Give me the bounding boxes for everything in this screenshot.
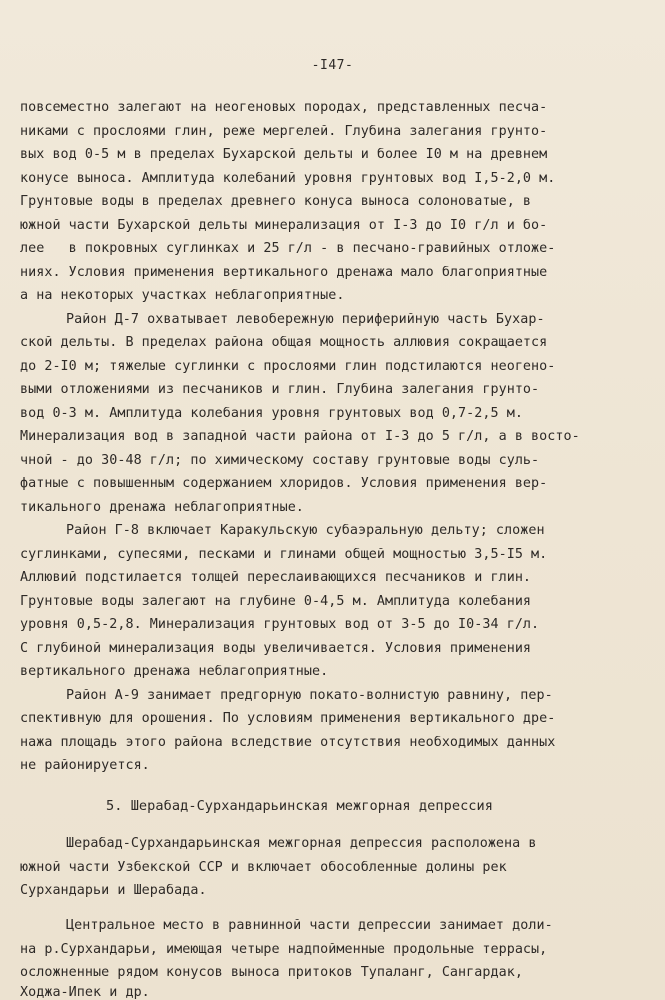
paragraph-first-line: Шерабад-Сурхандарьинская межгорная депрессия расположена в [66, 837, 537, 851]
text-line: суглинками, супесями, песками и глинами общей мощностью 3,5-I5 м. [20, 548, 548, 562]
text-line: Ходжа-Ипек и др. [20, 986, 150, 1000]
text-line: южной части Узбекской ССР и включает обособленные долины рек [20, 861, 507, 875]
text-line: на р.Сурхандарьи, имеющая четыре надпойменные продольные террасы, [20, 943, 548, 957]
text-line: С глубиной минерализация воды увеличивается. Условия применения [20, 642, 532, 656]
text-line: лее в покровных суглинках и 25 г/л - в песчано-гравийных отложе- [20, 242, 556, 256]
text-line: южной части Бухарской дельты минерализация от I-3 до I0 г/л и бо- [20, 219, 548, 233]
text-line: выми отложениями из песчаников и глин. Глубина залегания грунто- [20, 383, 540, 397]
page-number: -I47- [311, 58, 354, 73]
text-line: ниях. Условия применения вертикального дренажа мало благоприятные [20, 266, 548, 280]
text-line: осложненные рядом конусов выноса притоков Тупаланг, Сангардак, [20, 966, 523, 980]
paragraph-first-line: Район Д-7 охватывает левобережную периферийную часть Бухар- [66, 313, 545, 327]
text-line: тикального дренажа неблагоприятные. [20, 501, 304, 515]
text-line: нажа площадь этого района вследствие отсутствия необходимых данных [20, 736, 556, 750]
text-line: спективную для орошения. По условиям применения вертикального дре- [20, 712, 556, 726]
text-line: Сурхандарьи и Шерабада. [20, 884, 207, 898]
paragraph-first-line: Район Г-8 включает Каракульскую субаэральную дельту; сложен [66, 524, 545, 538]
text-line: Аллювий подстилается толщей переслаивающихся песчаников и глин. [20, 571, 532, 585]
text-line: Грунтовые воды в пределах древнего конуса выноса солоноватые, в [20, 195, 532, 209]
section-heading: 5. Шерабад-Сурхандарьинская межгорная депрессия [106, 800, 494, 814]
text-line: а на некоторых участках неблагоприятные. [20, 289, 345, 303]
text-line: повсеместно залегают на неогеновых породах, представленных песча- [20, 101, 548, 115]
text-line: до 2-I0 м; тяжелые суглинки с прослоями глин подстилаются неогено- [20, 360, 556, 374]
text-line: конусе выноса. Амплитуда колебаний уровня грунтовых вод I,5-2,0 м. [20, 172, 556, 186]
text-line: Минерализация вод в западной части района от I-3 до 5 г/л, а в восто- [20, 430, 580, 444]
text-line: никами с прослоями глин, реже мергелей. Глубина залегания грунто- [20, 125, 548, 139]
text-line: вертикального дренажа неблагоприятные. [20, 665, 329, 679]
text-line: не районируется. [20, 759, 150, 773]
text-line: уровня 0,5-2,8. Минерализация грунтовых вод от 3-5 до I0-34 г/л. [20, 618, 540, 632]
paragraph-first-line: Центральное место в равнинной части депрессии занимает доли- [66, 919, 553, 933]
text-line: вод 0-3 м. Амплитуда колебания уровня грунтовых вод 0,7-2,5 м. [20, 407, 523, 421]
text-line: вых вод 0-5 м в пределах Бухарской дельты и более I0 м на древнем [20, 148, 548, 162]
text-line: ской дельты. В пределах района общая мощность аллювия сокращается [20, 336, 548, 350]
text-line: чной - до 30-48 г/л; по химическому составу грунтовые воды суль- [20, 454, 540, 468]
text-line: Грунтовые воды залегают на глубине 0-4,5 м. Амплитуда колебания [20, 595, 532, 609]
text-line: фатные с повышенным содержанием хлоридов. Условия применения вер- [20, 477, 548, 491]
paragraph-first-line: Район А-9 занимает предгорную покато-волнистую равнину, пер- [66, 689, 553, 703]
